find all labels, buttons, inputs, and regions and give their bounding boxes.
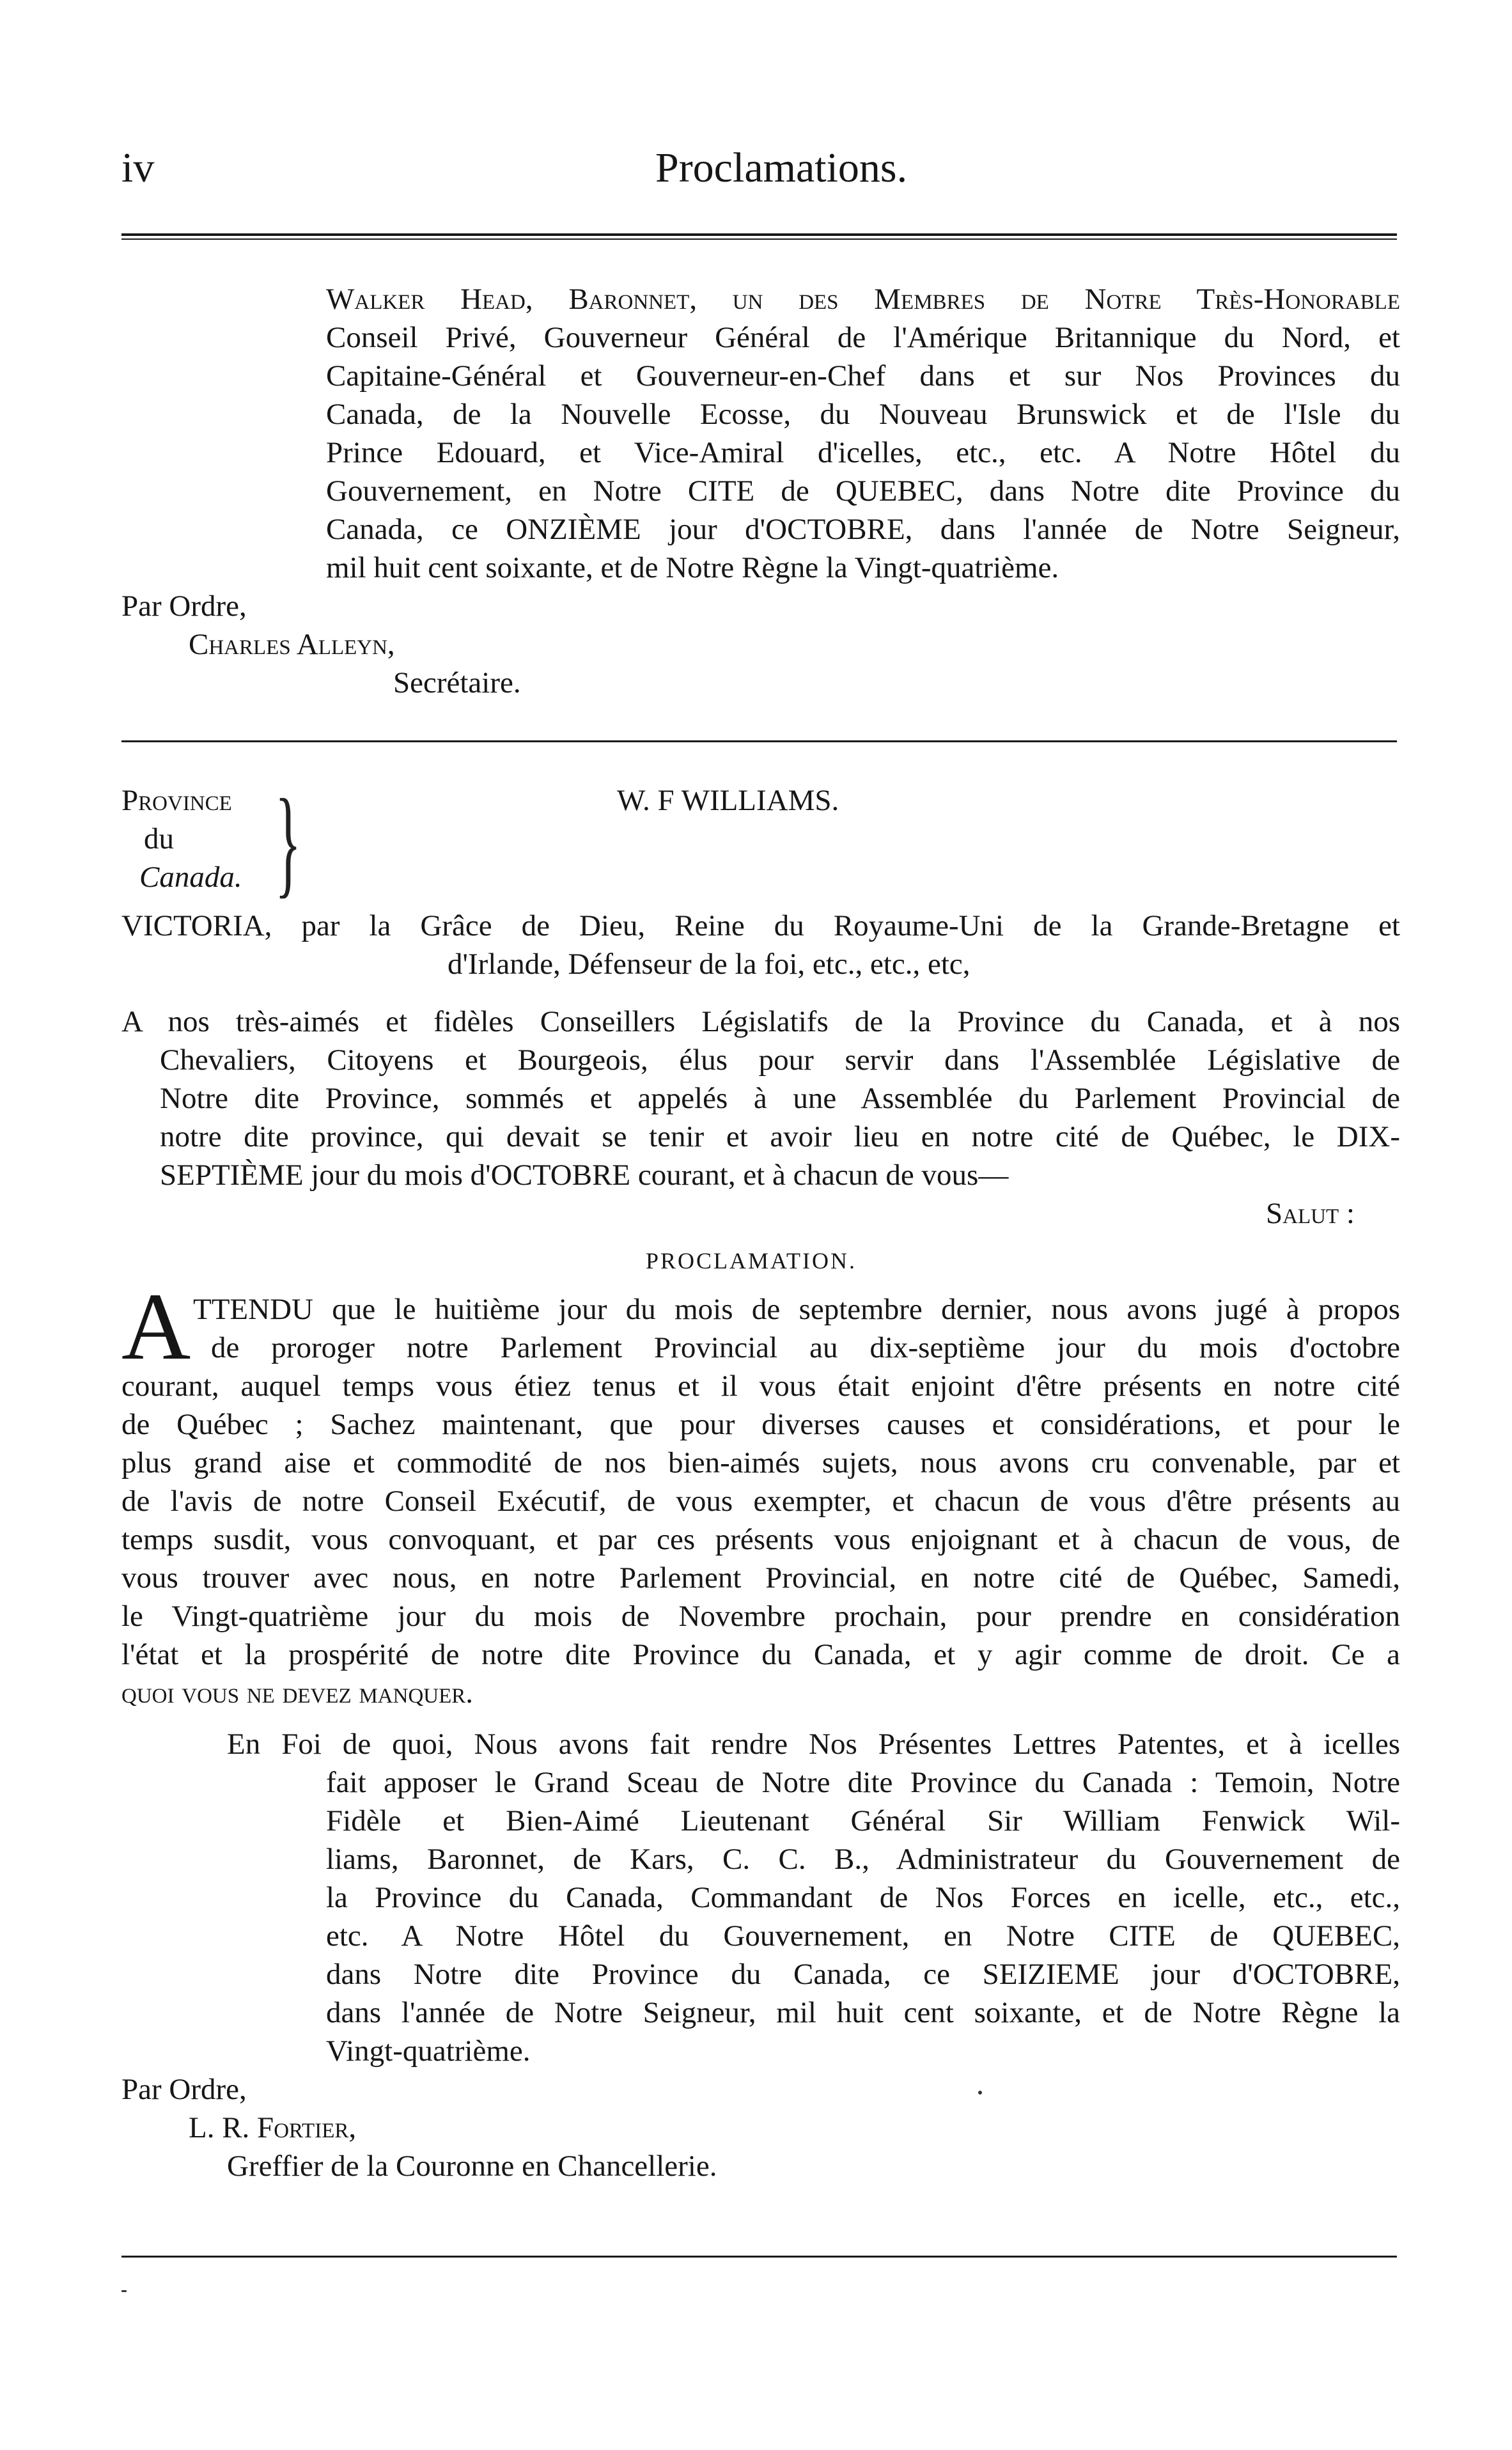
signer-title: Greffier de la Couronne en Chancellerie. — [227, 2150, 717, 2183]
first-proclamation-line: mil huit cent soixante, et de Notre Règne la Vingt-quatrième. — [326, 551, 1059, 584]
stray-mark — [121, 2290, 127, 2292]
province-du: du — [144, 822, 174, 855]
body-line: le Vingt-quatrième jour du mois de Novembre prochain, pour prendre en considération — [121, 1600, 1400, 1633]
section-divider — [121, 740, 1397, 742]
body-line: temps susdit, vous convoquant, et par ces présents vous enjoignant et à chacun de vous, de — [121, 1523, 1400, 1556]
footer-rule — [121, 2256, 1397, 2258]
header-rule-bottom — [121, 238, 1397, 240]
first-proclamation-line: Walker Head, Baronnet, un des Membres de Notre Très-Honorable — [326, 283, 1400, 316]
first-proclamation-line: Prince Edouard, et Vice-Amiral d'icelles, etc., etc. A Notre Hôtel du — [326, 436, 1400, 469]
province-canada: Canada. — [139, 861, 242, 894]
en-foi-line: etc. A Notre Hôtel du Gouvernement, en Notre CITE de QUEBEC, — [326, 1919, 1400, 1953]
en-foi-line: Fidèle et Bien-Aimé Lieutenant Général Sir William Fenwick Wil- — [326, 1804, 1400, 1838]
en-foi-line: dans l'année de Notre Seigneur, mil huit cent soixante, et de Notre Règne la — [326, 1996, 1400, 2029]
en-foi-line: Vingt-quatrième. — [326, 2034, 531, 2068]
victoria-line: d'Irlande, Défenseur de la foi, etc., etc., etc, — [448, 948, 970, 981]
page-title: Proclamations. — [655, 144, 908, 191]
en-foi-line: fait apposer le Grand Sceau de Notre dite Province du Canada : Temoin, Notre — [326, 1766, 1400, 1799]
first-proclamation-line: Capitaine-Général et Gouverneur-en-Chef dans et sur Nos Provinces du — [326, 359, 1400, 393]
en-foi-line: dans Notre dite Province du Canada, ce SEIZIEME jour d'OCTOBRE, — [326, 1958, 1400, 1991]
address-line: Chevaliers, Citoyens et Bourgeois, élus pour servir dans l'Assemblée Législative de — [160, 1043, 1400, 1077]
body-line: vous trouver avec nous, en notre Parlement Provincial, en notre cité de Québec, Samedi, — [121, 1561, 1400, 1595]
drop-cap: A — [121, 1274, 191, 1380]
en-foi-line: liams, Baronnet, de Kars, C. C. B., Administrateur du Gouvernement de — [326, 1843, 1400, 1876]
address-line: SEPTIÈME jour du mois d'OCTOBRE courant, et à chacun de vous— — [160, 1159, 1009, 1192]
body-line: de proroger notre Parlement Provincial au dix-septième jour du mois d'octobre — [211, 1331, 1400, 1364]
body-line: de l'avis de notre Conseil Exécutif, de vous exempter, et chacun de vous d'être présents au — [121, 1485, 1400, 1518]
body-line: de Québec ; Sachez maintenant, que pour diverses causes et considérations, et pour le — [121, 1408, 1400, 1441]
brace-glyph: } — [275, 775, 302, 909]
address-line: Notre dite Province, sommés et appelés à une Assemblée du Parlement Provincial de — [160, 1082, 1400, 1115]
en-foi-line: la Province du Canada, Commandant de Nos Forces en icelle, etc., etc., — [326, 1881, 1400, 1914]
governor-signature: W. F WILLIAMS. — [617, 784, 839, 817]
header-rule-top — [121, 233, 1397, 236]
body-line: l'état et la prospérité de notre dite Province du Canada, et y agir comme de droit. Ce a — [121, 1638, 1400, 1671]
first-proclamation-line: Conseil Privé, Gouverneur Général de l'Amérique Britannique du Nord, et — [326, 321, 1400, 354]
body-line: quoi vous ne devez manquer. — [121, 1676, 474, 1710]
page-number: iv — [121, 144, 155, 191]
first-proclamation-line: Canada, de la Nouvelle Ecosse, du Nouveau Brunswick et de l'Isle du — [326, 398, 1400, 431]
first-proclamation-line: Gouvernement, en Notre CITE de QUEBEC, dans Notre dite Province du — [326, 474, 1400, 508]
par-ordre: Par Ordre, — [121, 589, 247, 623]
signer-title: Secrétaire. — [393, 666, 521, 699]
par-ordre: Par Ordre, — [121, 2073, 247, 2106]
province-label: Province — [121, 784, 232, 817]
address-line: A nos très-aimés et fidèles Conseillers Législatifs de la Province du Canada, et à nos — [121, 1005, 1400, 1038]
body-line: TTENDU que le huitième jour du mois de septembre dernier, nous avons jugé à propos — [193, 1293, 1400, 1326]
address-line: notre dite province, qui devait se tenir et avoir lieu en notre cité de Québec, le DIX- — [160, 1120, 1400, 1153]
body-line: courant, auquel temps vous étiez tenus et il vous était enjoint d'être présents en notre cité — [121, 1369, 1400, 1403]
stray-mark — [978, 2091, 982, 2095]
first-proclamation-line: Canada, ce ONZIÈME jour d'OCTOBRE, dans l'année de Notre Seigneur, — [326, 513, 1400, 546]
salut: Salut : — [1266, 1197, 1355, 1230]
body-line: plus grand aise et commodité de nos bien-aimés sujets, nous avons cru convenable, par et — [121, 1446, 1400, 1479]
en-foi-line: En Foi de quoi, Nous avons fait rendre Nos Présentes Lettres Patentes, et à icelles — [227, 1728, 1400, 1761]
victoria-line: VICTORIA, par la Grâce de Dieu, Reine du Royaume-Uni de la Grande-Bretagne et — [121, 909, 1400, 942]
proclamation-heading: PROCLAMATION. — [646, 1248, 857, 1274]
signer-name: Charles Alleyn, — [189, 628, 395, 661]
signer-name: L. R. Fortier, — [189, 2111, 357, 2144]
